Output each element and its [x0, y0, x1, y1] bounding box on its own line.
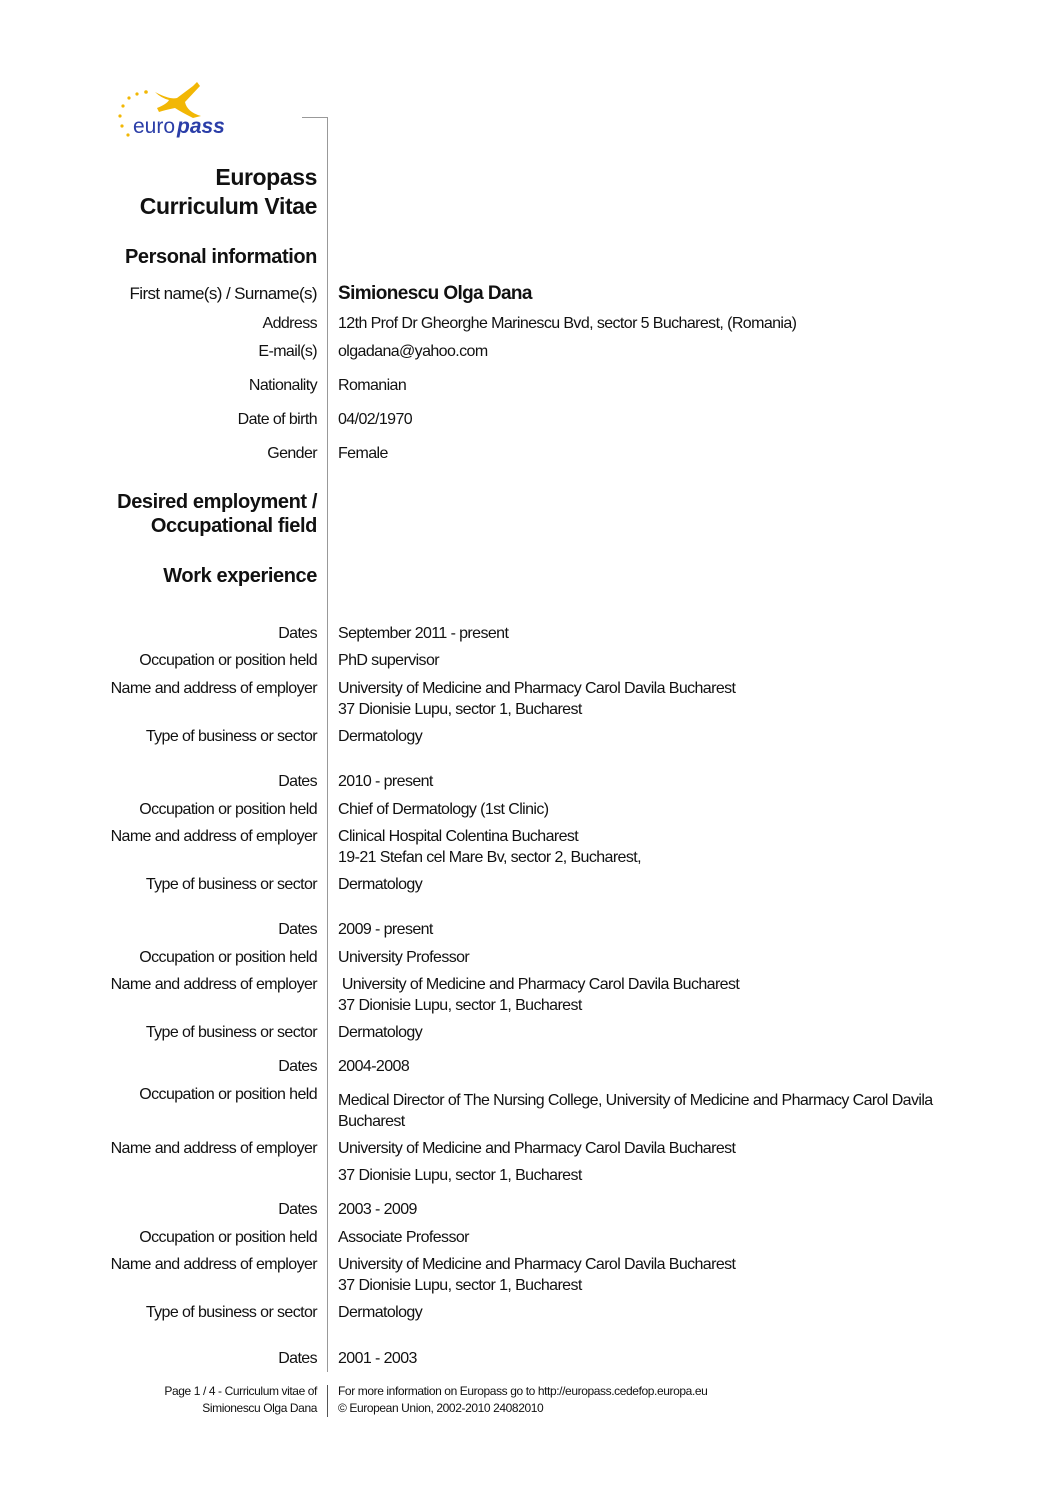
- job-dates: 2004-2008: [338, 1058, 410, 1075]
- dates-label: Dates: [278, 1058, 317, 1075]
- employer-label: Name and address of employer: [110, 1256, 317, 1273]
- job-sector: Dermatology: [338, 1024, 423, 1041]
- job-employer-address: 37 Dionisie Lupu, sector 1, Bucharest: [338, 701, 582, 718]
- job-dates: 2003 - 2009: [338, 1201, 417, 1218]
- occupation-label: Occupation or position held: [139, 652, 317, 669]
- doc-title-1: Europass: [215, 164, 317, 190]
- job-employer-name: University of Medicine and Pharmacy Carol Davila Bucharest: [338, 1256, 736, 1273]
- email-label: E-mail(s): [258, 343, 317, 360]
- footer-info-link[interactable]: For more information on Europass go to http://europass.cedefop.europa.eu: [338, 1384, 708, 1398]
- dates-label: Dates: [278, 773, 317, 790]
- job-occupation: Medical Director of The Nursing College, University of Medicine and Pharmacy Carol Davila: [338, 1092, 933, 1109]
- dates-label: Dates: [278, 1201, 317, 1218]
- occupation-label: Occupation or position held: [139, 949, 317, 966]
- work-heading: Work experience: [163, 565, 317, 587]
- job-dates: September 2011 - present: [338, 625, 509, 642]
- address-label: Address: [262, 315, 317, 332]
- job-sector: Dermatology: [338, 728, 423, 745]
- personal-heading: Personal information: [124, 246, 317, 268]
- job-employer-name: University of Medicine and Pharmacy Carol Davila Bucharest: [338, 976, 740, 993]
- job-sector: Dermatology: [338, 1304, 423, 1321]
- occupation-label: Occupation or position held: [139, 801, 317, 818]
- footer-name: Simionescu Olga Dana: [202, 1401, 317, 1415]
- sector-label: Type of business or sector: [145, 728, 317, 745]
- job-employer-name: Clinical Hospital Colentina Bucharest: [338, 828, 579, 845]
- svg-text:pass: pass: [177, 115, 225, 138]
- dates-label: Dates: [278, 921, 317, 938]
- sector-label: Type of business or sector: [145, 876, 317, 893]
- email-value[interactable]: olgadana@yahoo.com: [338, 343, 488, 360]
- job-employer-name: University of Medicine and Pharmacy Carol Davila Bucharest: [338, 680, 736, 697]
- dates-label: Dates: [278, 625, 317, 642]
- job-occupation: Associate Professor: [338, 1229, 469, 1246]
- job-sector: Dermatology: [338, 876, 423, 893]
- desired-heading-1: Desired employment /: [117, 491, 317, 513]
- divider: [302, 117, 328, 118]
- dob-label: Date of birth: [237, 411, 317, 428]
- gender-value: Female: [338, 445, 388, 462]
- europass-logo: [115, 78, 240, 143]
- nationality-value: Romanian: [338, 377, 407, 394]
- employer-label: Name and address of employer: [110, 680, 317, 697]
- gender-label: Gender: [267, 445, 317, 462]
- dates-label: Dates: [278, 1350, 317, 1367]
- job-employer-address: 37 Dionisie Lupu, sector 1, Bucharest: [338, 997, 582, 1014]
- job-employer-name: University of Medicine and Pharmacy Carol Davila Bucharest: [338, 1140, 736, 1157]
- sector-label: Type of business or sector: [145, 1304, 317, 1321]
- job-employer-address: 19-21 Stefan cel Mare Bv, sector 2, Bucharest,: [338, 849, 641, 866]
- job-occupation: University Professor: [338, 949, 470, 966]
- column-divider: [327, 117, 328, 1372]
- sector-label: Type of business or sector: [145, 1024, 317, 1041]
- employer-label: Name and address of employer: [110, 1140, 317, 1157]
- job-occupation: PhD supervisor: [338, 652, 439, 669]
- nationality-label: Nationality: [248, 377, 317, 394]
- svg-text:euro: euro: [133, 115, 176, 138]
- footer-page-info: Page 1 / 4 - Curriculum vitae of: [164, 1384, 317, 1398]
- job-dates: 2001 - 2003: [338, 1350, 417, 1367]
- job-occupation: Chief of Dermatology (1st Clinic): [338, 801, 549, 818]
- occupation-label: Occupation or position held: [139, 1086, 317, 1103]
- desired-heading-2: Occupational field: [150, 515, 317, 537]
- doc-title-2: Curriculum Vitae: [139, 193, 317, 219]
- job-employer-address: 37 Dionisie Lupu, sector 1, Bucharest: [338, 1167, 582, 1184]
- address-value: 12th Prof Dr Gheorghe Marinescu Bvd, sector 5 Bucharest, (Romania): [338, 315, 797, 332]
- employer-label: Name and address of employer: [110, 828, 317, 845]
- job-dates: 2009 - present: [338, 921, 433, 938]
- name-label: First name(s) / Surname(s): [129, 284, 317, 303]
- footer-copyright: © European Union, 2002-2010 24082010: [338, 1401, 544, 1415]
- employer-label: Name and address of employer: [110, 976, 317, 993]
- footer-divider: [327, 1385, 328, 1417]
- dob-value: 04/02/1970: [338, 411, 413, 428]
- occupation-label: Occupation or position held: [139, 1229, 317, 1246]
- full-name: Simionescu Olga Dana: [338, 283, 532, 304]
- job-employer-address: 37 Dionisie Lupu, sector 1, Bucharest: [338, 1277, 582, 1294]
- job-dates: 2010 - present: [338, 773, 433, 790]
- job-occupation-cont: Bucharest: [338, 1113, 405, 1130]
